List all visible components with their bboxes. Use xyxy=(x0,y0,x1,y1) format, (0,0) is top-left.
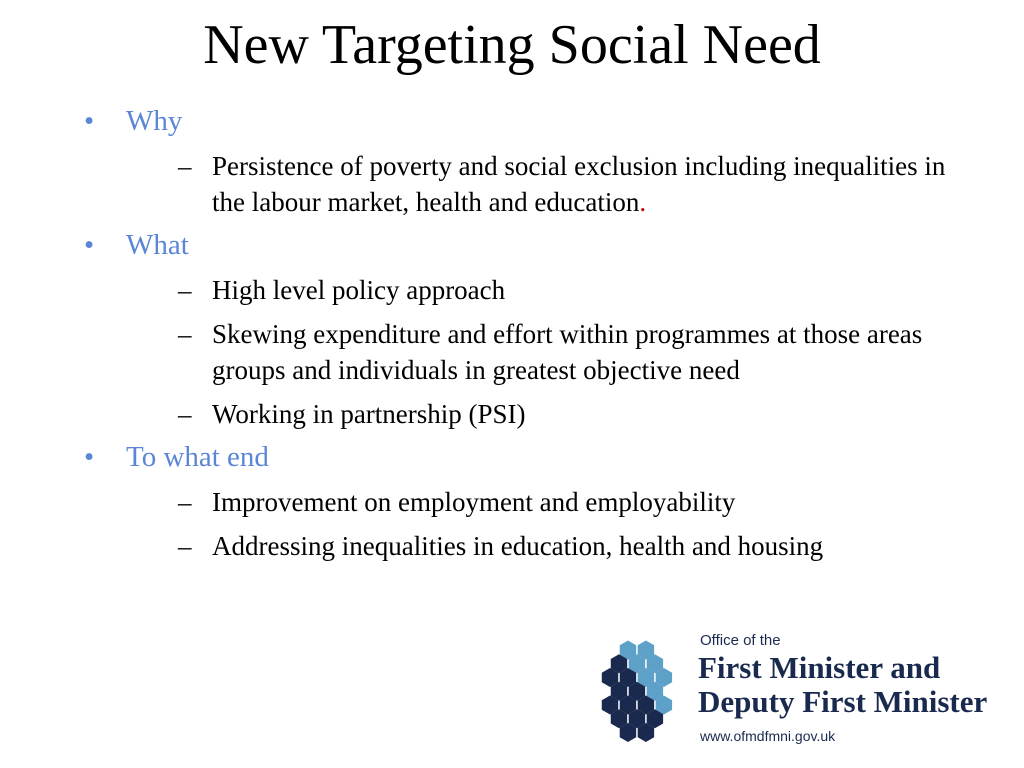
item-text: High level policy approach xyxy=(212,275,506,305)
item-text: Addressing inequalities in education, health and housing xyxy=(212,531,824,561)
item-suffix: . xyxy=(639,187,647,217)
logo-line-2: Deputy First Minister xyxy=(698,684,988,719)
logo-line-1: First Minister and xyxy=(698,650,941,685)
sub-list xyxy=(126,148,964,220)
dash-icon: – xyxy=(178,531,192,561)
section-to-what-end xyxy=(84,438,964,564)
list-item xyxy=(126,148,964,220)
dash-icon: – xyxy=(178,319,192,349)
item-text: Working in partnership (PSI) xyxy=(212,399,526,429)
dash-icon: – xyxy=(178,151,192,181)
bullet-icon: • xyxy=(84,441,95,473)
dash-icon: – xyxy=(178,399,192,429)
logo-url: www.ofmdfmni.gov.uk xyxy=(700,728,836,744)
section-heading: Why xyxy=(126,105,183,137)
section-why xyxy=(84,102,964,220)
hexagon-logo-icon xyxy=(600,640,686,742)
list-item xyxy=(126,316,964,388)
bullet-icon: • xyxy=(84,229,95,261)
section-heading: To what end xyxy=(126,441,269,473)
item-text: Persistence of poverty and social exclusion including inequalities in the labour market, health and education xyxy=(212,151,946,217)
sub-list xyxy=(126,272,964,432)
bullet-list xyxy=(84,96,964,564)
item-text: Improvement on employment and employability xyxy=(212,487,736,517)
list-item xyxy=(126,272,964,308)
list-item xyxy=(126,528,964,564)
dash-icon: – xyxy=(178,487,192,517)
dash-icon: – xyxy=(178,275,192,305)
sub-list xyxy=(126,484,964,564)
section-what xyxy=(84,226,964,432)
section-heading: What xyxy=(126,229,189,261)
ofmdfm-logo xyxy=(600,632,1000,750)
logo-office-of: Office of the xyxy=(700,632,781,649)
item-text: Skewing expenditure and effort within programmes at those areas groups and individuals in greatest objective need xyxy=(212,319,923,385)
slide-title: New Targeting Social Need xyxy=(203,14,821,76)
list-item xyxy=(126,396,964,432)
list-item xyxy=(126,484,964,520)
bullet-icon: • xyxy=(84,105,95,137)
